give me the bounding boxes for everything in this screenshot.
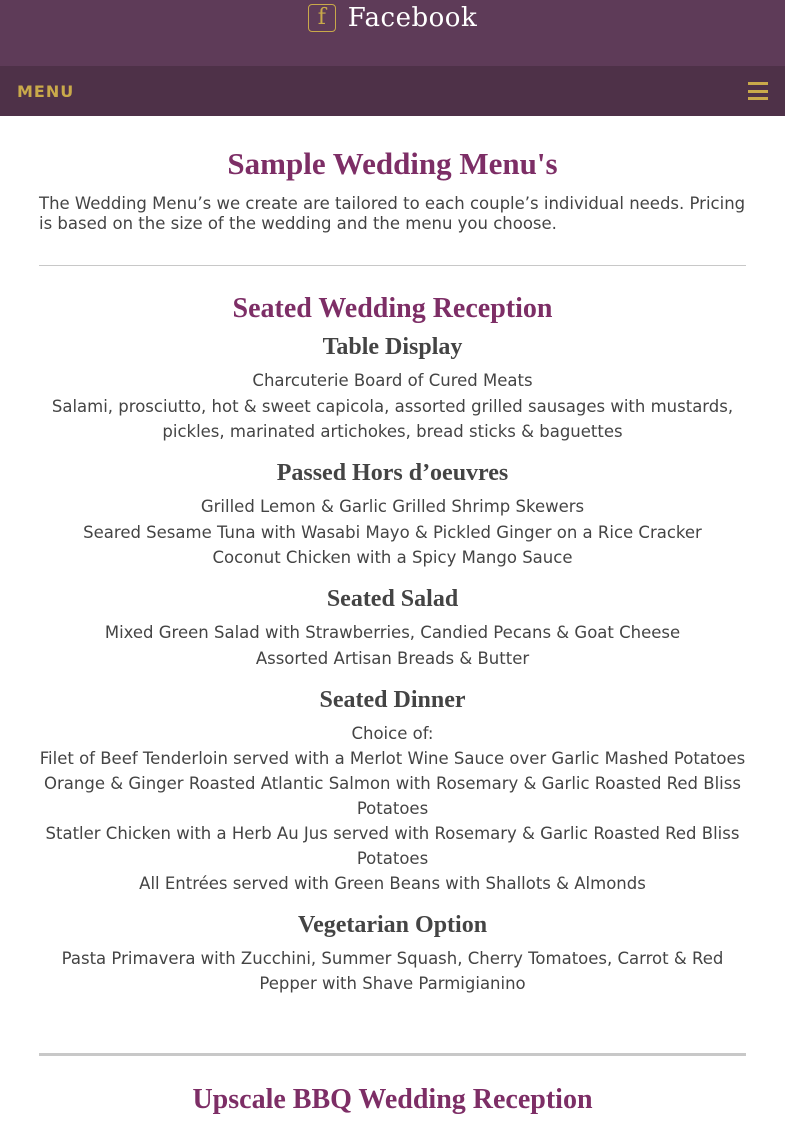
menu-item: Orange & Ginger Roasted Atlantic Salmon with Rosemary & Garlic Roasted Red Bliss Potatoes: [44, 774, 741, 818]
group-items: [39, 946, 746, 996]
group-items: [39, 620, 746, 671]
section-divider: [39, 265, 746, 266]
nav-menu-bar[interactable]: [0, 66, 785, 116]
seated-reception-section: [39, 293, 746, 996]
facebook-label[interactable]: Facebook: [347, 3, 478, 33]
group-title: Table Display: [322, 334, 463, 360]
menu-item: Assorted Artisan Breads & Butter: [255, 649, 530, 668]
main-content: [0, 146, 785, 1116]
menu-label[interactable]: MENU: [17, 81, 75, 101]
hamburger-line: [748, 97, 768, 100]
top-bar: [0, 0, 785, 66]
menu-item: Mixed Green Salad with Strawberries, Candied Pecans & Goat Cheese: [104, 623, 681, 642]
menu-item: Statler Chicken with a Herb Au Jus served with Rosemary & Garlic Roasted Red Bliss Potatoes: [45, 824, 740, 868]
menu-item: All Entrées served with Green Beans with Shallots & Almonds: [139, 874, 646, 893]
menu-group-vegetarian-option: [39, 912, 746, 996]
group-items: [39, 721, 746, 896]
hamburger-line: [748, 90, 768, 93]
menu-item: Seared Sesame Tuna with Wasabi Mayo & Pickled Ginger on a Rice Cracker: [83, 523, 702, 542]
menu-item: Filet of Beef Tenderloin served with a Merlot Wine Sauce over Garlic Mashed Potatoes: [39, 749, 746, 768]
section-title: Seated Wedding Reception: [232, 293, 553, 324]
group-title: Vegetarian Option: [297, 912, 488, 938]
group-items: [39, 368, 746, 444]
bbq-reception-section: [39, 1084, 746, 1116]
intro-text: The Wedding Menu’s we create are tailored to each couple’s individual needs. Pricing is based on the size of the wedding and the menu you choose.: [39, 194, 746, 233]
menu-item: Salami, prosciutto, hot & sweet capicola, assorted grilled sausages with mustards, pickles, marinated artichokes, bread sticks & baguettes: [51, 397, 734, 441]
menu-group-passed-hors-doeuvres: [39, 460, 746, 570]
section-title: Upscale BBQ Wedding Reception: [192, 1084, 593, 1115]
menu-item: Choice of:: [351, 724, 434, 743]
menu-item: Pasta Primavera with Zucchini, Summer Squash, Cherry Tomatoes, Carrot & Red Pepper with Shave Parmigianino: [61, 949, 724, 993]
facebook-link[interactable]: [308, 3, 477, 33]
group-title: Seated Dinner: [319, 687, 466, 713]
group-title: Seated Salad: [326, 586, 459, 612]
page-title: Sample Wedding Menu's: [227, 146, 558, 181]
hamburger-line: [748, 82, 768, 85]
menu-group-table-display: [39, 334, 746, 444]
menu-item: Charcuterie Board of Cured Meats: [252, 371, 533, 390]
menu-group-seated-dinner: [39, 687, 746, 896]
facebook-icon[interactable]: f: [308, 4, 336, 32]
section-divider: [39, 1053, 746, 1056]
menu-group-seated-salad: [39, 586, 746, 671]
menu-item: Grilled Lemon & Garlic Grilled Shrimp Skewers: [200, 497, 585, 516]
group-title: Passed Hors d’oeuvres: [276, 460, 509, 486]
menu-item: Coconut Chicken with a Spicy Mango Sauce: [212, 548, 573, 567]
group-items: [39, 494, 746, 570]
hamburger-icon[interactable]: [748, 82, 768, 100]
